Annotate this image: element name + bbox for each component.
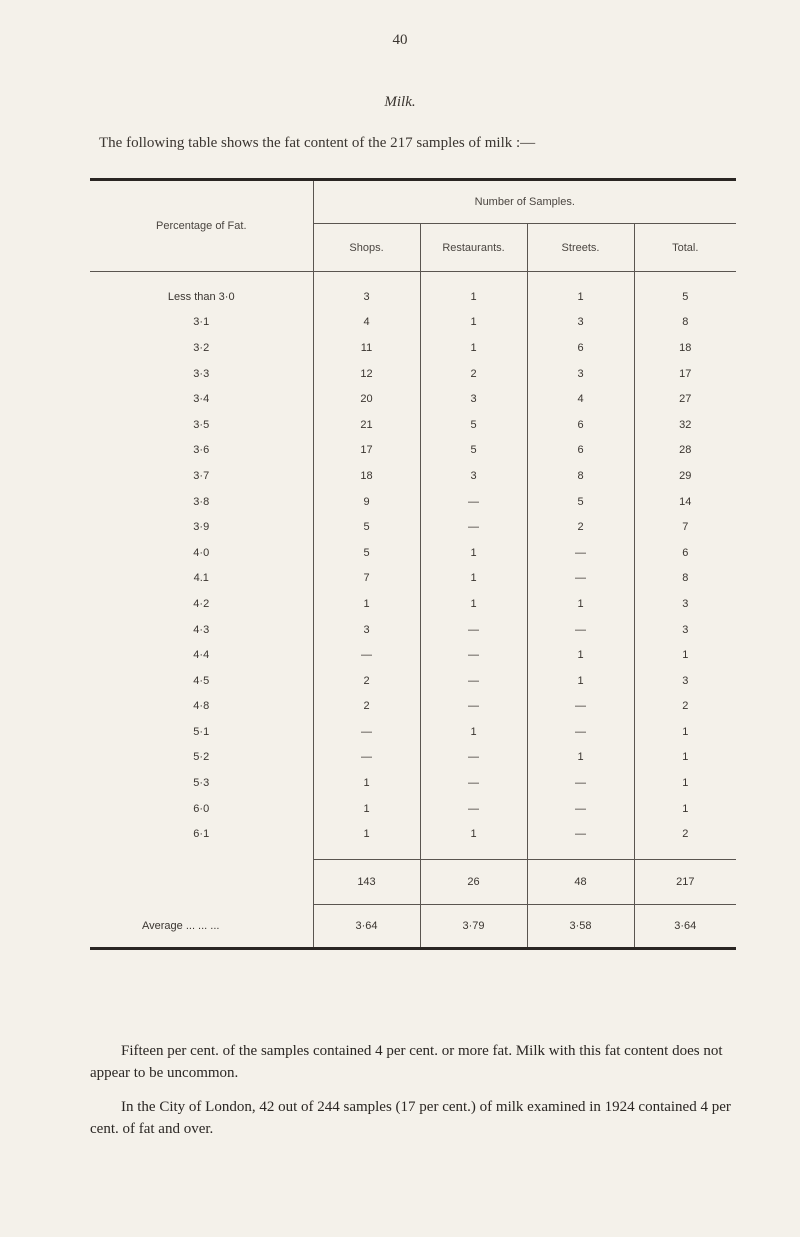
average-label: Average ... ... ...: [142, 919, 220, 932]
paragraph-fifteen-per-cent: Fifteen per cent. of the samples contained 4 per cent. or more fat. Milk with this fat content does not appear to be uncommon.: [90, 1043, 723, 1081]
restaurants-count-cell: 1: [420, 540, 527, 566]
table-row: [90, 770, 736, 796]
table-row: [90, 489, 736, 515]
table-row: [90, 591, 736, 617]
table-row: [90, 284, 736, 310]
total-count-cell: 1: [634, 745, 736, 771]
streets-count-cell: 3: [527, 310, 634, 336]
total-count-cell: 5: [634, 284, 736, 310]
average-restaurants: 3·79: [420, 905, 527, 949]
streets-count-cell: —: [527, 796, 634, 822]
shops-count-cell: 21: [313, 412, 420, 438]
restaurants-count-cell: 3: [420, 463, 527, 489]
intro-text: The following table shows the fat content of the 217 samples of milk :—: [99, 135, 536, 151]
streets-count-cell: 4: [527, 386, 634, 412]
header-percentage-of-fat: Percentage of Fat.: [90, 180, 313, 272]
streets-count-cell: —: [527, 617, 634, 643]
table-row: [90, 821, 736, 847]
shops-count-cell: 12: [313, 361, 420, 387]
streets-count-cell: 3: [527, 361, 634, 387]
shops-count-cell: 4: [313, 310, 420, 336]
streets-count-cell: 5: [527, 489, 634, 515]
restaurants-count-cell: —: [420, 745, 527, 771]
total-count-cell: 8: [634, 310, 736, 336]
table-row: [90, 796, 736, 822]
fat-percentage-cell: 4·0: [193, 546, 210, 559]
paragraph-city-of-london: In the City of London, 42 out of 244 samples (17 per cent.) of milk examined in 1924 contained 4 per cent. of fat and over.: [90, 1099, 731, 1137]
header-restaurants: Restaurants.: [420, 224, 527, 272]
shops-count-cell: 9: [313, 489, 420, 515]
streets-count-cell: 8: [527, 463, 634, 489]
shops-count-cell: 5: [313, 540, 420, 566]
total-count-cell: 14: [634, 489, 736, 515]
table-body: [90, 272, 736, 848]
fat-percentage-cell: 5·1: [193, 725, 210, 738]
table-row: [90, 514, 736, 540]
fat-percentage-cell: 4.1: [193, 572, 209, 585]
fat-percentage-cell: 3·4: [193, 393, 210, 406]
restaurants-count-cell: —: [420, 668, 527, 694]
shops-count-cell: 5: [313, 514, 420, 540]
restaurants-count-cell: 3: [420, 386, 527, 412]
header-total: Total.: [634, 224, 736, 272]
fat-percentage-cell: Less than 3·0: [167, 290, 235, 303]
table-row: [90, 719, 736, 745]
streets-count-cell: 6: [527, 438, 634, 464]
fat-percentage-cell: 4·4: [193, 649, 210, 662]
fat-content-table-wrap: [90, 178, 736, 950]
total-count-cell: 3: [634, 591, 736, 617]
total-count-cell: 28: [634, 438, 736, 464]
total-count-cell: 2: [634, 694, 736, 720]
table-row: [90, 386, 736, 412]
shops-count-cell: 17: [313, 438, 420, 464]
table-row: [90, 335, 736, 361]
total-restaurants: 26: [420, 860, 527, 905]
totals-row: [90, 860, 736, 905]
table-row: [90, 361, 736, 387]
section-title: Milk.: [384, 94, 416, 110]
restaurants-count-cell: —: [420, 796, 527, 822]
restaurants-count-cell: 1: [420, 566, 527, 592]
table-row: [90, 463, 736, 489]
shops-count-cell: 1: [313, 821, 420, 847]
fat-percentage-cell: 3·2: [193, 341, 210, 354]
streets-count-cell: —: [527, 821, 634, 847]
table-row: [90, 668, 736, 694]
fat-content-table: [90, 178, 736, 950]
fat-percentage-cell: 3·7: [193, 469, 210, 482]
restaurants-count-cell: —: [420, 770, 527, 796]
fat-percentage-cell: 6·0: [193, 802, 210, 815]
restaurants-count-cell: 1: [420, 310, 527, 336]
fat-percentage-cell: 4·5: [193, 674, 210, 687]
total-count-cell: 3: [634, 617, 736, 643]
shops-count-cell: 7: [313, 566, 420, 592]
restaurants-count-cell: 1: [420, 719, 527, 745]
shops-count-cell: 3: [313, 284, 420, 310]
shops-count-cell: 20: [313, 386, 420, 412]
fat-percentage-cell: 3·1: [193, 316, 210, 329]
shops-count-cell: 2: [313, 694, 420, 720]
total-count-cell: 27: [634, 386, 736, 412]
average-streets: 3·58: [527, 905, 634, 949]
streets-count-cell: 2: [527, 514, 634, 540]
total-count-cell: 1: [634, 770, 736, 796]
fat-percentage-cell: 3·8: [193, 495, 210, 508]
restaurants-count-cell: —: [420, 617, 527, 643]
average-total: 3·64: [634, 905, 736, 949]
shops-count-cell: 1: [313, 591, 420, 617]
restaurants-count-cell: 5: [420, 438, 527, 464]
total-count-cell: 18: [634, 335, 736, 361]
streets-count-cell: 1: [527, 284, 634, 310]
total-count-cell: 1: [634, 796, 736, 822]
total-count-cell: 29: [634, 463, 736, 489]
fat-percentage-cell: 3·3: [193, 367, 210, 380]
page-number: 40: [392, 32, 408, 48]
restaurants-count-cell: —: [420, 489, 527, 515]
fat-percentage-cell: 5·2: [193, 751, 210, 764]
shops-count-cell: —: [313, 745, 420, 771]
streets-count-cell: 1: [527, 642, 634, 668]
restaurants-count-cell: 1: [420, 284, 527, 310]
restaurants-count-cell: —: [420, 514, 527, 540]
restaurants-count-cell: —: [420, 642, 527, 668]
streets-count-cell: —: [527, 540, 634, 566]
streets-count-cell: —: [527, 770, 634, 796]
total-count-cell: 6: [634, 540, 736, 566]
total-count-cell: 17: [634, 361, 736, 387]
header-number-of-samples: Number of Samples.: [313, 180, 736, 224]
table-row: [90, 694, 736, 720]
restaurants-count-cell: 2: [420, 361, 527, 387]
streets-count-cell: 6: [527, 335, 634, 361]
table-row: [90, 745, 736, 771]
restaurants-count-cell: —: [420, 694, 527, 720]
total-count-cell: 7: [634, 514, 736, 540]
total-shops: 143: [313, 860, 420, 905]
fat-percentage-cell: 3·5: [193, 418, 210, 431]
fat-percentage-cell: 4·3: [193, 623, 210, 636]
streets-count-cell: —: [527, 566, 634, 592]
total-count-cell: 8: [634, 566, 736, 592]
restaurants-count-cell: 5: [420, 412, 527, 438]
shops-count-cell: 11: [313, 335, 420, 361]
total-all: 217: [634, 860, 736, 905]
table-row: [90, 617, 736, 643]
header-streets: Streets.: [527, 224, 634, 272]
shops-count-cell: 3: [313, 617, 420, 643]
streets-count-cell: —: [527, 694, 634, 720]
fat-percentage-cell: 3·9: [193, 521, 210, 534]
streets-count-cell: 6: [527, 412, 634, 438]
shops-count-cell: 18: [313, 463, 420, 489]
table-row: [90, 438, 736, 464]
total-count-cell: 1: [634, 719, 736, 745]
fat-percentage-cell: 5·3: [193, 777, 210, 790]
streets-count-cell: 1: [527, 668, 634, 694]
header-shops: Shops.: [313, 224, 420, 272]
table-row: [90, 310, 736, 336]
shops-count-cell: —: [313, 719, 420, 745]
table-row: [90, 412, 736, 438]
total-count-cell: 2: [634, 821, 736, 847]
table-row: [90, 642, 736, 668]
restaurants-count-cell: 1: [420, 591, 527, 617]
streets-count-cell: —: [527, 719, 634, 745]
fat-percentage-cell: 6·1: [193, 828, 210, 841]
average-row: [90, 905, 736, 949]
fat-percentage-cell: 4·8: [193, 700, 210, 713]
streets-count-cell: 1: [527, 745, 634, 771]
average-shops: 3·64: [313, 905, 420, 949]
restaurants-count-cell: 1: [420, 821, 527, 847]
shops-count-cell: 1: [313, 796, 420, 822]
shops-count-cell: 2: [313, 668, 420, 694]
fat-percentage-cell: 4·2: [193, 597, 210, 610]
shops-count-cell: —: [313, 642, 420, 668]
total-count-cell: 1: [634, 642, 736, 668]
fat-percentage-cell: 3·6: [193, 444, 210, 457]
total-count-cell: 32: [634, 412, 736, 438]
table-row: [90, 540, 736, 566]
streets-count-cell: 1: [527, 591, 634, 617]
total-count-cell: 3: [634, 668, 736, 694]
total-streets: 48: [527, 860, 634, 905]
restaurants-count-cell: 1: [420, 335, 527, 361]
table-row: [90, 566, 736, 592]
shops-count-cell: 1: [313, 770, 420, 796]
